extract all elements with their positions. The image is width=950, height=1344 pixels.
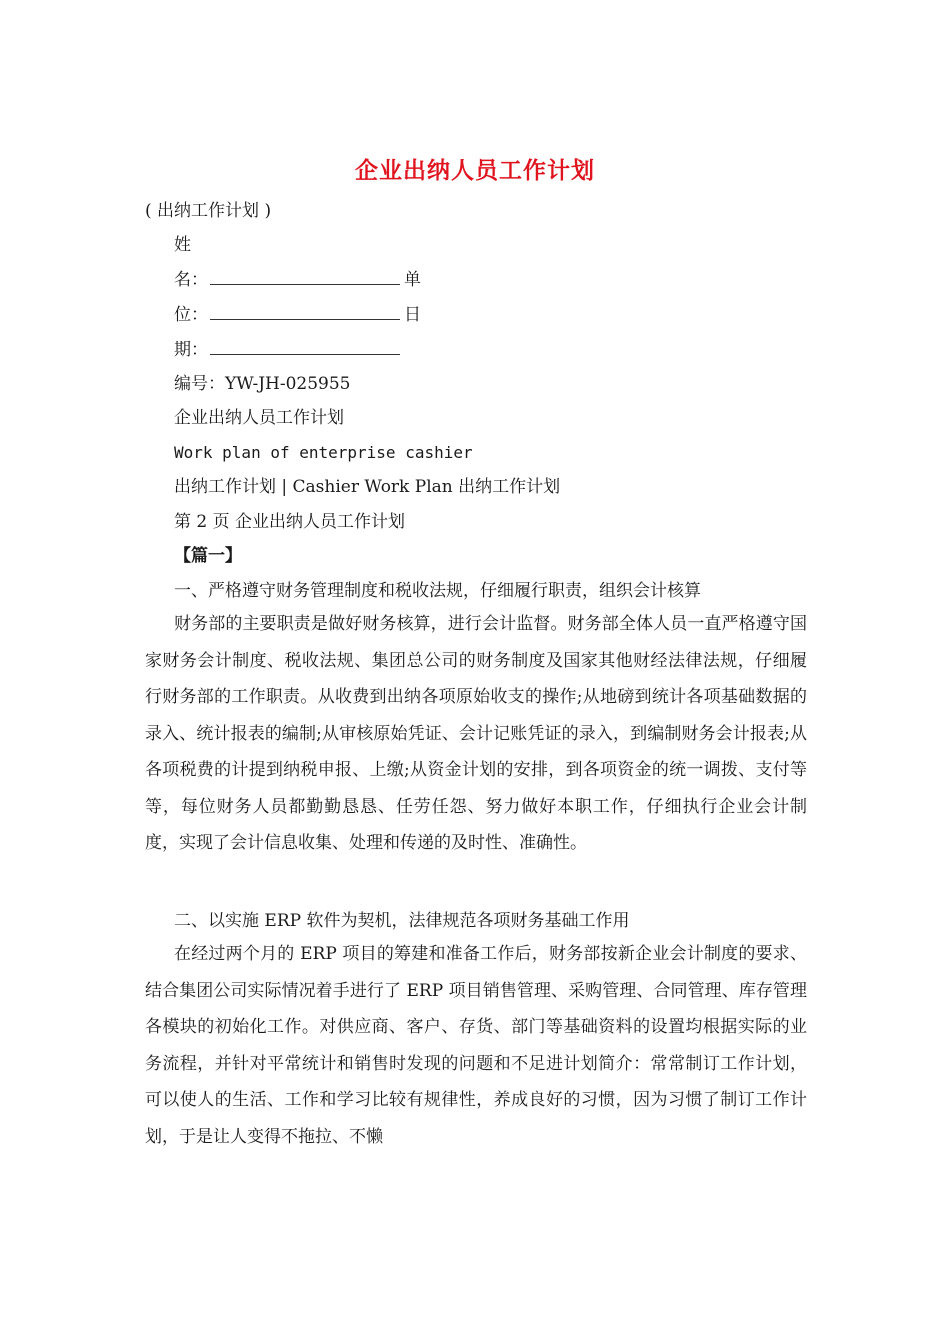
name-label-char1: 姓 xyxy=(174,235,191,255)
unit-blank-line[interactable] xyxy=(210,305,400,320)
date-label-char1: 日 xyxy=(404,305,421,325)
header-mixed-title: 出纳工作计划 | Cashier Work Plan 出纳工作计划 xyxy=(174,477,561,497)
serial-number: 编号：YW-JH-025955 xyxy=(174,374,351,394)
date-label: 期： xyxy=(174,340,208,360)
date-field-row xyxy=(174,339,404,361)
header-english-title: Work plan of enterprise cashier xyxy=(174,443,473,462)
heading-one: 一、严格遵守财务管理制度和税收法规，仔细履行职责，组织会计核算 xyxy=(174,581,701,601)
paragraph-two: 在经过两个月的 ERP 项目的筹建和准备工作后，财务部按新企业会计制度的要求、结合集团公司实际情况着手进行了 ERP 项目销售管理、采购管理、合同管理、库存管理各模块的初始化工作。对供应商、客户、存货、部门等基础资料的设置均根据实际的业务流程，并针对平常统计和销售时发现的问题和不足进计划简介：常常制订工作计划，可以使人的生活、工作和学习比较有规律性，养成良好的习惯，因为习惯了制订工作计划，于是让人变得不拖拉、不懒 xyxy=(145,944,807,1147)
document-subtitle: ( 出纳工作计划 ) xyxy=(145,201,272,221)
name-field-row xyxy=(174,269,421,291)
document-title: 企业出纳人员工作计划 xyxy=(355,157,595,184)
date-blank-line[interactable] xyxy=(210,340,400,355)
name-label: 名： xyxy=(174,270,208,290)
section-label: 【篇一】 xyxy=(174,546,242,566)
header-chinese-title: 企业出纳人员工作计划 xyxy=(174,408,344,428)
unit-label: 位： xyxy=(174,305,208,325)
unit-label-char1: 单 xyxy=(404,270,421,290)
name-blank-line[interactable] xyxy=(210,270,400,285)
page-indicator: 第 2 页 企业出纳人员工作计划 xyxy=(174,512,406,532)
heading-two: 二、以实施 ERP 软件为契机，法律规范各项财务基础工作用 xyxy=(174,911,630,931)
unit-field-row xyxy=(174,304,421,326)
paragraph-one: 财务部的主要职责是做好财务核算，进行会计监督。财务部全体人员一直严格遵守国家财务会计制度、税收法规、集团总公司的财务制度及国家其他财经法律法规，仔细履行财务部的工作职责。从收费到出纳各项原始收支的操作;从地磅到统计各项基础数据的录入、统计报表的编制;从审核原始凭证、会计记账凭证的录入，到编制财务会计报表;从各项税费的计提到纳税申报、上缴;从资金计划的安排，到各项资金的统一调拨、支付等等，每位财务人员都勤勤恳恳、任劳任怨、努力做好本职工作，仔细执行企业会计制度，实现了会计信息收集、处理和传递的及时性、准确性。 xyxy=(145,614,807,853)
